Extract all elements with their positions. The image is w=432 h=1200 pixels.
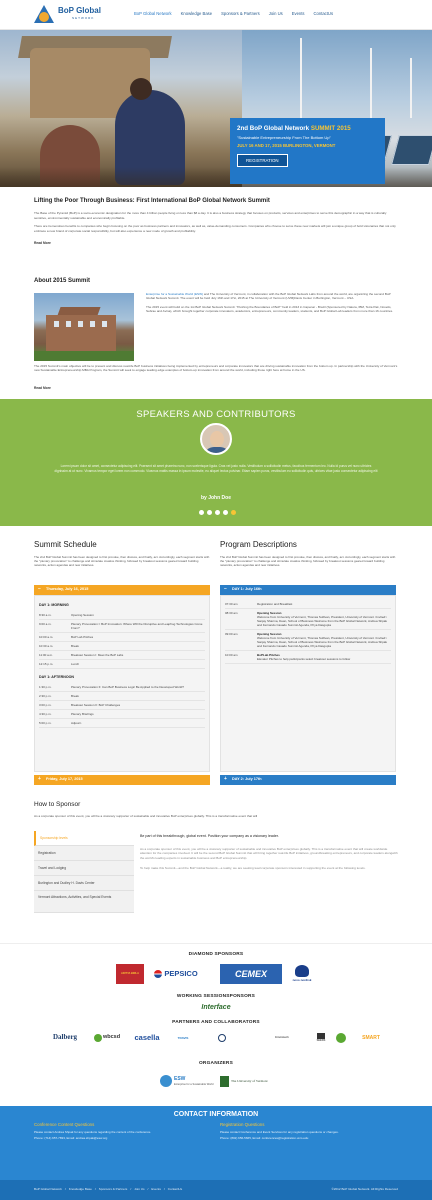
building-window bbox=[102, 321, 107, 327]
content-contact-body: Please contact Andrea Shpak for any questions regarding the content of the conference. bbox=[34, 1129, 152, 1134]
content-contact bbox=[34, 1122, 214, 1140]
site-footer bbox=[0, 1180, 432, 1200]
program-day1-body bbox=[220, 595, 396, 772]
schedule-row bbox=[39, 701, 205, 710]
schedule-event bbox=[257, 611, 391, 627]
about-paragraph: The 2015 Summit's main objective will be to present and discuss real-life BoP business initiatives being implemented by entrepreneurs and corporate innovators that are driving sustainable innovation from the bottom up. In partnership with the University of Vermont's new Sustainable Entrepreneurship MBA Program, the Summit will seek to engage leading edge examples of bottom-up innovation from around the world, including those right here at home in the US. bbox=[34, 364, 398, 373]
sponsor-section bbox=[34, 801, 398, 818]
registration-contact-body: Please contact Conference and Event Services for any registration questions or changes. bbox=[220, 1129, 339, 1134]
schedule-event: Opening Session bbox=[71, 612, 94, 617]
schedule-time: 11:00 a.m. bbox=[39, 652, 53, 657]
hero-title: 2nd BoP Global Network SUMMIT 2015 bbox=[237, 125, 351, 132]
wbcsd-logo[interactable]: wbcsd bbox=[88, 1031, 126, 1045]
collapse-icon: − bbox=[224, 586, 227, 593]
nav-sponsors-partners[interactable]: Sponsors & Partners bbox=[221, 11, 260, 16]
footer-link[interactable]: Join Us bbox=[134, 1187, 145, 1191]
esw-link[interactable]: Enterprise for a Sustainable World (ESW) bbox=[146, 292, 204, 296]
schedule-row bbox=[39, 642, 205, 651]
schedule-event: Plenary Provocation II: Can BoP Business Logic Be Applied to the Developed World? bbox=[71, 684, 184, 689]
schedule-row bbox=[39, 620, 205, 633]
hero-banner bbox=[0, 30, 432, 187]
schedule-time: 12:15 p.m. bbox=[39, 661, 54, 666]
carousel-dot[interactable] bbox=[199, 510, 204, 515]
expand-icon: + bbox=[224, 776, 227, 783]
hero-tagline: "Sustainable Entrepreneurship From The Bottom Up" bbox=[237, 135, 331, 141]
about-text bbox=[146, 289, 398, 314]
pepsi-globe-icon bbox=[154, 970, 162, 978]
read-more-link[interactable]: Read More bbox=[34, 241, 51, 246]
casella-logo[interactable]: casella bbox=[134, 1032, 160, 1042]
session-detail: Registration and Breakfast bbox=[257, 601, 293, 606]
intro-paragraph: There are tremendous benefits to companies who begin focusing on the poor as business partners and innovators, as well as, value-demanding consumers. Companies who choose to serve these new markets will join a unique group of bold visionaries that not only embrace a new brand of corporate social responsibility, but will also experience a new mode of growth and profitability. bbox=[34, 224, 396, 233]
speakers-title: SPEAKERS AND CONTRIBUTORS bbox=[136, 409, 296, 420]
bull-icon bbox=[295, 965, 309, 977]
schedule-row bbox=[225, 630, 391, 651]
logo-name: BoP Global bbox=[58, 6, 101, 15]
avatar-shirt bbox=[204, 447, 230, 455]
schedule-time: 4:30 p.m. bbox=[39, 711, 52, 716]
schedule-time: 08:30 am bbox=[225, 610, 238, 615]
sponsor-content-paragraph: To help make this Summit—and the BoP Global Network—a reality, we are seeking lead corporate sponsors interested in supporting the event at the following levels. bbox=[140, 866, 366, 871]
schedule-time: 8:30 a.m. bbox=[39, 612, 52, 617]
footer-link[interactable]: Knowledge Base bbox=[68, 1187, 92, 1191]
speaker-avatar bbox=[200, 423, 232, 455]
novo-nordisk-logo[interactable]: novo nordisk bbox=[288, 962, 316, 986]
wbcsd-icon bbox=[94, 1034, 102, 1042]
morning-heading: DAY 1: MORNING bbox=[39, 602, 69, 607]
wind-turbine bbox=[370, 48, 372, 118]
organizers-title: ORGANIZERS bbox=[199, 1061, 233, 1066]
carousel-dot[interactable] bbox=[207, 510, 212, 515]
building-window bbox=[66, 321, 71, 327]
wind-turbine bbox=[410, 58, 412, 118]
schedule-row bbox=[225, 651, 391, 664]
schedule-event: Break bbox=[71, 693, 79, 698]
contact-title: CONTACT INFORMATION bbox=[173, 1111, 259, 1118]
uvm-shield-icon bbox=[220, 1076, 229, 1087]
site-header bbox=[0, 0, 432, 30]
partner-globe-logo[interactable] bbox=[334, 1031, 348, 1045]
schedule-time: 10:00 am bbox=[225, 653, 238, 658]
registration-contact bbox=[220, 1122, 400, 1140]
summit-schedule bbox=[34, 540, 210, 785]
footer-link[interactable]: ContactUs bbox=[167, 1187, 183, 1191]
day1-accordion-header[interactable]: − Thursday, July 16, 2015 bbox=[34, 585, 210, 595]
schedule-row bbox=[39, 660, 205, 669]
lawn bbox=[34, 351, 134, 361]
schedule-intro: The 2nd BoP Global Summit has been designed to first provoke, then discuss, and finally, act. Accordingly, each segment starts with the "plenary provocation" to challenge and stimulate creative thinking, followed by breakout sessions geared toward building networks, action agendas and new initiatives. bbox=[34, 554, 210, 568]
schedule-time: 5:00 p.m. bbox=[39, 721, 52, 725]
building-window bbox=[54, 321, 59, 327]
registration-button[interactable]: REGISTRATION bbox=[237, 154, 288, 168]
session-heading: Opening Session bbox=[257, 632, 282, 637]
schedule-event: Lunch bbox=[71, 661, 80, 666]
about-section bbox=[34, 277, 398, 392]
session-detail: Elevator Pitches to help participants select breakout sessions to follow bbox=[257, 657, 351, 662]
pepsico-logo[interactable]: PEPSICO bbox=[148, 966, 204, 982]
speaker-name: by John Doe bbox=[200, 495, 231, 501]
day2-accordion-header[interactable]: + Friday, July 17, 2015 bbox=[34, 775, 210, 785]
esw-globe-icon bbox=[160, 1075, 172, 1087]
sponsor-tabs bbox=[34, 831, 134, 913]
tab-registration[interactable]: Registration bbox=[34, 846, 134, 861]
aditya-birla-logo[interactable]: ADITYA BIRLA bbox=[116, 964, 144, 984]
hero-person-head bbox=[130, 78, 152, 100]
nav-join-us[interactable]: Join Us bbox=[268, 11, 283, 16]
schedule-row bbox=[39, 651, 205, 660]
content-contact-phone[interactable]: Phone: (714) 657-7833, Email: andrea.shpak@esw.org bbox=[34, 1135, 108, 1140]
building-window bbox=[78, 321, 83, 327]
program-title: Program Descriptions bbox=[220, 540, 297, 549]
registration-contact-phone[interactable]: Phone: (802) 656-5665, Email: conferences@registration.uvm.edu bbox=[220, 1135, 309, 1140]
footer-link[interactable]: Events bbox=[151, 1187, 161, 1191]
intro-title: Lifting the Poor Through Business: First International BoP Global Network Summit bbox=[34, 198, 270, 204]
schedule-row bbox=[39, 692, 205, 701]
globe-icon bbox=[39, 12, 49, 22]
day1-schedule-body bbox=[34, 595, 210, 772]
wind-turbine bbox=[300, 38, 302, 118]
footer-separator: / bbox=[163, 1187, 165, 1191]
sponsor-intro: As a corporate sponsor of this event, you will be a visionary supporter of sustainable and innovative BoP enterprises globally. This is a transformative event that will bbox=[34, 813, 258, 818]
schedule-event: Breakout Session II: BoP Challenges bbox=[71, 702, 121, 707]
footer-links bbox=[34, 1187, 182, 1191]
schedule-row bbox=[39, 683, 205, 692]
schedule-time: 09:00 am bbox=[225, 632, 238, 637]
building-window bbox=[90, 321, 95, 327]
cemex-logo[interactable]: CEMEX bbox=[220, 964, 282, 984]
envirotech-logo[interactable]: Envirotech bbox=[275, 1036, 289, 1040]
schedule-time: 1:30 p.m. bbox=[39, 684, 52, 689]
smart-logo[interactable]: SMART bbox=[362, 1034, 380, 1041]
schedule-event bbox=[257, 653, 391, 661]
program-descriptions bbox=[220, 540, 396, 785]
session-heading: BoPLab Pitches bbox=[257, 653, 280, 658]
nav-bop-global-network[interactable]: BoP Global Network bbox=[134, 11, 172, 16]
contact-section bbox=[0, 1106, 432, 1180]
green-globe-icon bbox=[336, 1033, 346, 1043]
schedule-event bbox=[257, 602, 391, 606]
footer-separator: / bbox=[94, 1187, 96, 1191]
schedule-row bbox=[39, 633, 205, 642]
about-paragraph: The 2015 event will build on the 1st BoP Global Network Summit: "Pushing the Boundaries of BoP" held in 2013 in Capenar - Brazil (Sponsored by Natura, IBM, Tetra Pak, Novelis, Sebrae and Avina), which brought together corporate innovators, academics, entrepreneurs, community leaders, students, and BoP Global Lab leaders from more than 16 countries. bbox=[146, 304, 394, 314]
schedule-event: Break bbox=[71, 643, 79, 648]
about-title: About 2015 Summit bbox=[34, 278, 91, 284]
sponsor-title: How to Sponsor bbox=[34, 801, 81, 808]
hero-dates: JULY 16 AND 17, 2015 BURLINGTON, VERMONT bbox=[237, 142, 336, 148]
tab-burlington-davis-center[interactable]: Burlington and Dudley H. Davis Center bbox=[34, 876, 134, 891]
solar-panel bbox=[391, 135, 432, 165]
speakers-section bbox=[0, 399, 432, 526]
schedule-row bbox=[39, 710, 205, 719]
carousel-dot-active[interactable] bbox=[231, 510, 236, 515]
carousel-dots bbox=[199, 510, 236, 515]
session-heading: Opening Session bbox=[257, 610, 282, 615]
main-nav bbox=[134, 11, 342, 19]
schedule-event: Plenary Briefings bbox=[71, 711, 94, 716]
schedule-time: 3:00 p.m. bbox=[39, 702, 52, 707]
tab-sponsorship-levels[interactable]: Sponsorship levels bbox=[34, 831, 134, 846]
nav-knowledge-base[interactable]: Knowledge Base bbox=[180, 11, 213, 16]
tab-travel-lodging[interactable]: Travel and Lodging bbox=[34, 861, 134, 876]
schedule-event bbox=[257, 632, 391, 648]
tab-vermont-attractions[interactable]: Vermont Attractions, Activities, and Special Events bbox=[34, 891, 134, 913]
schedule-time: 2:30 p.m. bbox=[39, 693, 52, 698]
copyright: ©2012 BoP Global Network. All Rights Reserved bbox=[331, 1187, 398, 1191]
travis-logo[interactable]: TRAVIS bbox=[177, 1035, 189, 1040]
partner-seal-icon bbox=[218, 1034, 226, 1042]
session-detail: Welcome from University of Vermont, Thomas Sullivan, President, University of Vermont <invited> Sanjay Sharma, Dean, School of Business Welcome from the BoP Global Network, Andrea Shpak and Fernando Casado Summit Agenda, Priya Dasgupta bbox=[257, 636, 387, 649]
schedule-event: Breakout Session I: Meet the BoP Labs bbox=[71, 652, 124, 657]
program-day1-header[interactable]: − DAY 1: July 16th bbox=[220, 585, 396, 595]
schedule-time: 9:00 a.m. bbox=[39, 621, 52, 626]
intro-paragraph: The Base of the Pyramid (BoP) is a socio-economic designation for the more than 4 billion people living on less than $8 a day. It is also a business strategy that focuses on products, services and enterprises to serve this demographic in a way that is culturally sensitive, environmentally sustainable and economically profitable. bbox=[34, 211, 387, 220]
logo[interactable] bbox=[34, 5, 114, 25]
schedule-event: Adjourn bbox=[71, 721, 82, 725]
schedule-row bbox=[225, 609, 391, 630]
sponsor-content-paragraph: As a corporate sponsor of this event, you will be a visionary supporter of sustainable and innovative BoP enterprises globally. This is a transformative event that will create worldwide attention for the companies involved. It will be the second BoP Global Summit that will bring together real-life BoP initiatives, groundbreaking entrepreneurs, and corporate leaders alongwith the world's leading experts in sustainable business and BoP entrepreneurship. bbox=[140, 846, 398, 860]
schedule-event: Plenary Provocation I: BoP Innovation: Where Will the Disruptive and Leapfrog Technologies Come From? bbox=[71, 621, 203, 630]
schedule-row bbox=[39, 611, 205, 620]
davis-center-image bbox=[34, 293, 134, 361]
program-day2-header[interactable]: + DAY 2: July 17th bbox=[220, 775, 396, 785]
collapse-icon: − bbox=[38, 586, 41, 593]
partners-title: PARTNERS AND COLLABORATORS bbox=[172, 1020, 260, 1025]
content-contact-heading: Conference Content Questions bbox=[34, 1122, 95, 1127]
schedule-title: Summit Schedule bbox=[34, 540, 97, 549]
uvm-logo[interactable]: The University of Vermont bbox=[220, 1070, 278, 1092]
sponsor-tab-content bbox=[140, 831, 398, 871]
afternoon-heading: DAY 1: AFTERNOON bbox=[39, 674, 75, 679]
footer-link[interactable]: Sponsors & Partners bbox=[98, 1187, 128, 1191]
footer-link[interactable]: BoP Global Network bbox=[34, 1187, 62, 1191]
seeds-logo[interactable]: SEEDS bbox=[312, 1031, 330, 1045]
session-detail: Welcome from University of Vermont, Thomas Sullivan, President, University of Vermont <invited> Sanjay Sharma, Dean, School of Business Welcome from the BoP Global Network, Andrea Shpak and Fernando Casado Summit Agenda, Priya Dasgupta bbox=[257, 614, 387, 627]
footer-separator: / bbox=[147, 1187, 149, 1191]
read-more-link[interactable]: Read More bbox=[34, 386, 51, 390]
registration-contact-heading: Registration Questions bbox=[220, 1122, 265, 1127]
footer-separator: / bbox=[130, 1187, 132, 1191]
nav-contact-us[interactable]: ContactUs bbox=[313, 11, 334, 16]
footer-separator: / bbox=[64, 1187, 66, 1191]
nav-events[interactable]: Events bbox=[291, 11, 305, 16]
logo-subtitle: NETWORK bbox=[72, 16, 95, 20]
schedule-time: 10:30 a.m. bbox=[39, 643, 54, 648]
partner-logo[interactable] bbox=[202, 1031, 242, 1045]
interface-logo[interactable]: Interface bbox=[201, 1004, 231, 1012]
sponsor-logos-section bbox=[0, 943, 432, 1106]
dalberg-logo[interactable]: Dalberg bbox=[52, 1033, 78, 1042]
schedule-event: BoP Lab Pitches bbox=[71, 634, 94, 639]
program-intro: The 2nd BoP Global Summit has been designed to first provoke, then discuss, and finally, act. Accordingly, each segment starts with the "plenary provocation" to challenge and stimulate creative thinking, followed by breakout sessions geared toward building networks, action agendas and new initiatives. bbox=[220, 554, 396, 568]
speaker-quote: Lorem ipsum dolor sit amet, consectetur adipiscing elit. Praesent sit amet pharetra nunc, non scelerisque ligula. Cras vel justo nulla. Vestibulum a sollicitudin metus, faucibus fermentum leo. Nulla id purus vel nunc ultricies dignissim at ut nunc. Vivamus tempor eget lorem non commodo. Vivamus mattis massa in ipsum molestie, eu aliquet lectus pulvinar. Etiam sapien purus, vestibulum eu sollicitudin quis, ultrices vitae justo consectetur adipiscing elit bbox=[54, 464, 378, 473]
carousel-dot[interactable] bbox=[215, 510, 220, 515]
avatar-face bbox=[210, 431, 224, 447]
intro-section bbox=[34, 197, 398, 245]
schedule-row bbox=[225, 600, 391, 609]
schedule-time: 07:30 am bbox=[225, 601, 238, 606]
about-paragraph: Enterprise for a Sustainable World (ESW) and The University of Vermont, in collaboration with the BoP Global Network Labs from around the world, are organizing the second BoP Global Network Summit. The event will be held July 16th and 17st, 2015 at The University of Vermont (UVM)Davis Center in Burlington, Vermont – USA. bbox=[146, 292, 391, 301]
diamond-sponsors-title: DIAMOND SPONSORS bbox=[188, 952, 244, 957]
sponsor-content-heading: Be part of this breakthrough, global event. Position your company as a visionary leader. bbox=[140, 834, 279, 838]
schedule-row bbox=[39, 719, 205, 728]
expand-icon: + bbox=[38, 776, 41, 783]
esw-logo[interactable]: ESW Enterprise for a Sustainable World bbox=[160, 1070, 216, 1092]
working-sponsors-title: WORKING SESSIONSPONSORS bbox=[176, 994, 256, 999]
carousel-dot[interactable] bbox=[223, 510, 228, 515]
schedule-time: 10:00 a.m. bbox=[39, 634, 54, 639]
hero-summit-box bbox=[230, 118, 385, 184]
